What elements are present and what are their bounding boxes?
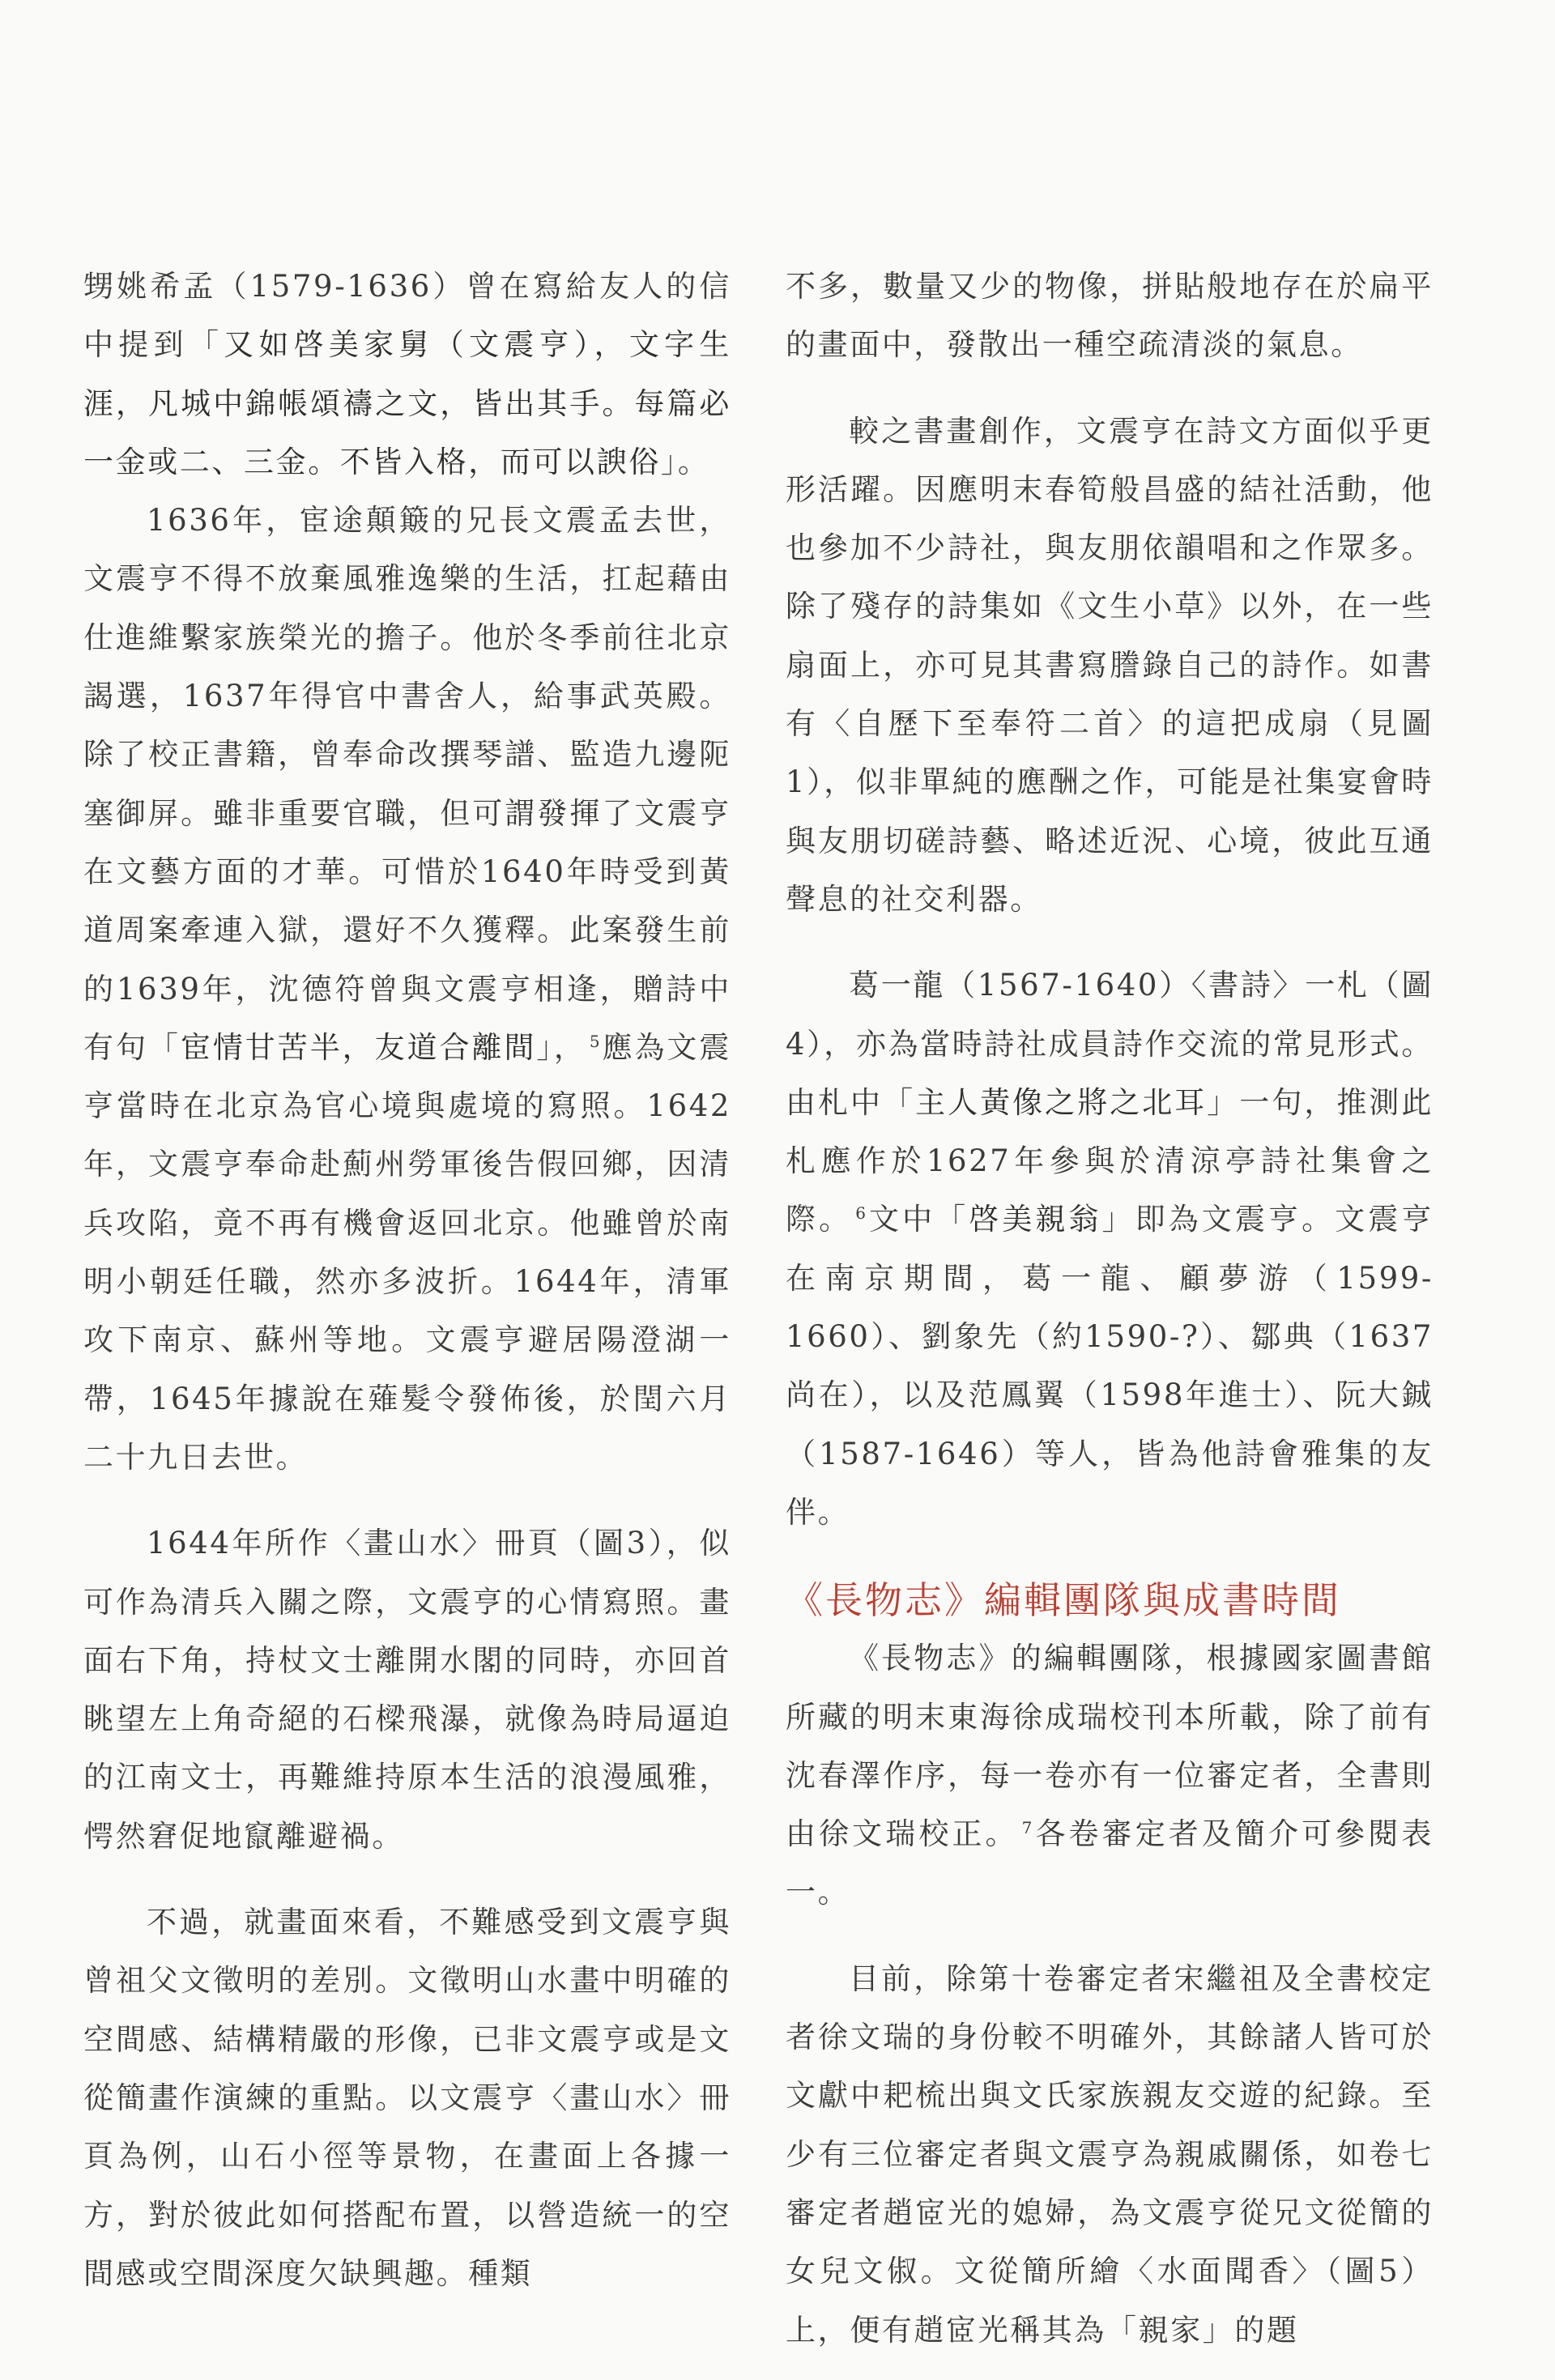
section-heading-wrap [786, 1571, 1434, 1629]
left-paragraph-4: 不過，就畫面來看，不難感受到文震亨與曾祖父文徵明的差別。文徵明山水畫中明確的空間感、結構精嚴的形像，已非文震亨或是文從簡畫作演練的重點。以文震亨〈畫山水〉冊頁為例，山石小徑等景物，在畫面上各據一方，對於彼此如何搭配布置，以營造統一的空間感或空間深度欠缺興趣。種類 [83, 1905, 731, 2291]
footnote-marker: 6 [855, 1203, 868, 1224]
right-column [786, 258, 1434, 2360]
right-paragraph-1: 不多，數量又少的物像，拼貼般地存在於扁平的畫面中，發散出一種空疏清淡的氣息。 [786, 269, 1434, 363]
footnote-marker: 7 [1021, 1817, 1034, 1837]
left-paragraph-3: 1644年所作〈畫山水〉冊頁（圖3），似可作為清兵入關之際，文震亨的心情寫照。畫面右下角，持杖文士離開水閣的同時，亦回首眺望左上角奇絕的石樑飛瀑，就像為時局逼迫的江南文士，再難維持原本生活的浪漫風雅，愕然窘促地竄離避禍。 [83, 1526, 731, 1854]
text-run: 各卷審定者及簡介可參閱表一。 [786, 1816, 1434, 1910]
right-paragraph-5: 目前，除第十卷審定者宋繼祖及全書校定者徐文瑞的身份較不明確外，其餘諸人皆可於文獻中耙梳出與文氏家族親友交遊的紀錄。至少有三位審定者與文震亨為親戚關係，如卷七審定者趙宧光的媳婦，為文震亨從兄文從簡的女兒文俶。文從簡所繪〈水面聞香〉（圖5）上，便有趙宧光稱其為「親家」的題 [786, 1961, 1434, 2348]
right-paragraph-3 [786, 956, 1434, 1542]
footnote-marker: 5 [589, 1031, 603, 1051]
right-paragraph-2: 較之書畫創作，文震亨在詩文方面似乎更形活躍。因應明末春筍般昌盛的結社活動，他也參加不少詩社，與友朋依韻唱和之作眾多。除了殘存的詩集如《文生小草》以外，在一些扇面上，亦可見其書寫謄錄自己的詩作。如書有〈自歷下至奉符二首〉的這把成扇（見圖1），似非單純的應酬之作，可能是社集宴會時與友朋切磋詩藝、略述近況、心境，彼此互通聲息的社交利器。 [786, 413, 1434, 917]
text-run: 」一句，推測此札應作於1627年參與於清涼亭詩社集會之際。 [786, 1084, 1434, 1237]
text-run: 」即為文震亨。文震亨在南京期間，葛一龍、顧夢游（1599-1660）、劉象先（約1590-?）、鄒典（1637尚在），以及范鳳翼（1598年進士）、阮大鋮（1587-1646）等人，皆為他詩會雅集的友伴。 [786, 1202, 1434, 1530]
text-run: 《長物志》的編輯團隊，根據國家圖書館所藏的明末東海徐成瑞校刊本所載，除了前有沈春澤作序，每一卷亦有一位審定者，全書則由徐文瑞校正。 [786, 1641, 1434, 1852]
quoted-poem: 宦情甘苦半，友道合離間 [180, 1029, 537, 1065]
quoted-phrase: 主人黃像之將之北耳 [915, 1084, 1208, 1120]
left-column [83, 258, 731, 2303]
text-run: 1636年，宦途顛簸的兄長文震孟去世，文震亨不得不放棄風雅逸樂的生活，扛起藉由仕進維繫家族榮光的擔子。他於冬季前往北京謁選，1637年得官中書舍人，給事武英殿。除了校正書籍，曾奉命改撰琴譜、監造九邊阨塞御屏。雖非重要官職，但可謂發揮了文震亨在文藝方面的才華。可惜於1640年時受到黃道周案牽連入獄，還好不久獲釋。此案發生前的1639年，沈德符曾與文震亨相逢，贈詩中有句「 [83, 503, 731, 1065]
text-run: 葛一龍（1567-1640）〈書詩〉一札（圖4），亦為當時詩社成員詩作交流的常見形式。由札中「 [786, 968, 1434, 1120]
text-run: 」。 [660, 444, 710, 479]
left-paragraph-1 [83, 258, 731, 492]
text-run: 應為文震亨當時在北京為官心境與處境的寫照。1642年，文震亨奉命赴薊州勞軍後告假回鄉，因清兵攻陷，竟不再有機會返回北京。他雖曾於南明小朝廷任職，然亦多波折。1644年，清軍攻下南京、蘇州等地。文震亨避居陽澄湖一帶，1645年據說在薙髮令發佈後，於閏六月二十九日去世。 [83, 1029, 731, 1475]
left-paragraph-2 [83, 492, 731, 1487]
text-run: 文中「 [867, 1202, 969, 1237]
right-paragraph-4 [786, 1629, 1434, 1922]
text-run: 甥姚希孟（1579-1636）曾在寫給友人的信中提到「 [83, 269, 731, 363]
quoted-phrase: 啓美親翁 [969, 1202, 1102, 1237]
section-heading: 《長物志》編輯團隊與成書時間 [786, 1578, 1341, 1623]
quoted-letter: 又如啓美家舅（文震亨），文字生涯，凡城中錦帳頌禱之文，皆出其手。每篇必一金或二、三金。不皆入格，而可以諛俗 [83, 327, 731, 479]
text-run: 」， [536, 1029, 586, 1065]
